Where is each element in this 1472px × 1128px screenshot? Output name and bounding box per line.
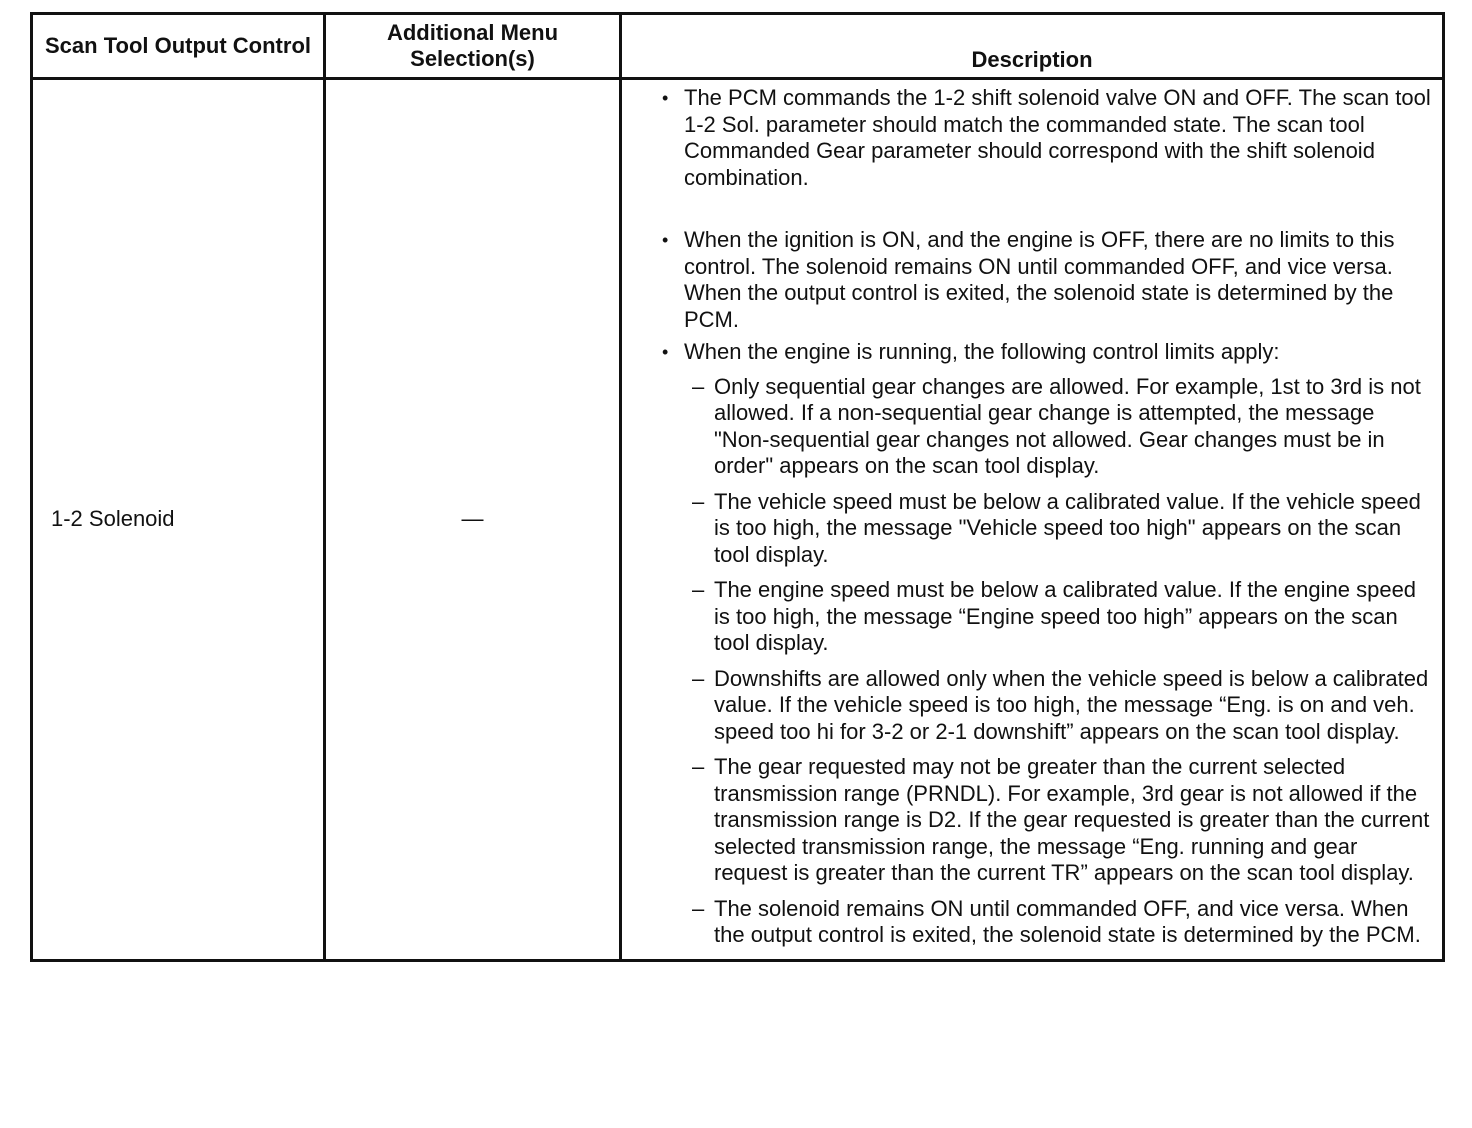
header-additional-menu-selections: Additional Menu Selection(s) [325, 14, 621, 79]
control-cell: 1-2 Solenoid [32, 79, 325, 961]
bullet-item [662, 227, 1434, 333]
dash-icon: – [692, 665, 705, 691]
limit-item [692, 374, 1434, 480]
bullet-text: When the engine is running, the following control limits apply: [684, 339, 1280, 364]
limit-text: Only sequential gear changes are allowed. For example, 1st to 3rd is not allowed. If a non-sequential gear change is attempted, the message "Non-sequential gear changes not allowed. Gear changes must be in order" appears on the scan tool display. [714, 373, 1421, 478]
table-header-row [32, 14, 1444, 79]
bullet-icon: • [662, 230, 669, 250]
dash-icon: – [692, 577, 705, 602]
header-description: Description [621, 14, 1444, 79]
limit-item [692, 577, 1434, 657]
description-bullets [662, 85, 1434, 949]
limit-item [692, 666, 1434, 746]
limit-text: The solenoid remains ON until commanded OFF, and vice versa. When the output control is exited, the solenoid state is determined by the PCM. [714, 895, 1421, 947]
dash-icon: – [692, 373, 705, 399]
limit-item [692, 754, 1434, 887]
bullet-icon: • [662, 342, 669, 362]
description-cell [621, 79, 1444, 961]
output-control-table [30, 12, 1445, 962]
table-row [32, 79, 1444, 961]
bullet-item [662, 85, 1434, 191]
limit-text: The vehicle speed must be below a calibrated value. If the vehicle speed is too high, the message "Vehicle speed too high" appears on the scan tool display. [714, 488, 1421, 567]
menu-selection-cell: — [325, 79, 621, 961]
limit-text: The engine speed must be below a calibrated value. If the engine speed is too high, the message “Engine speed too high” appears on the scan tool display. [714, 577, 1417, 655]
limit-text: Downshifts are allowed only when the vehicle speed is below a calibrated value. If the vehicle speed is too high, the message “Eng. is on and veh. speed too hi for 3-2 or 2-1 downshift” appears on the scan tool display. [714, 665, 1429, 744]
bullet-item [662, 339, 1434, 949]
limit-text: The gear requested may not be greater than the current selected transmission range (PRNDL). For example, 3rd gear is not allowed if the transmission range is D2. If the gear requested is greater than the current selected transmission range, the message “Eng. running and gear request is greater than the current TR” appears on the scan tool display. [714, 754, 1430, 885]
dash-icon: – [692, 488, 705, 514]
limit-item [692, 896, 1434, 949]
limit-item [692, 489, 1434, 569]
dash-icon: – [692, 895, 705, 921]
control-limits-list [684, 374, 1434, 949]
header-scan-tool-output-control: Scan Tool Output Control [32, 14, 325, 79]
bullet-icon: • [662, 88, 669, 108]
bullet-text: The PCM commands the 1-2 shift solenoid valve ON and OFF. The scan tool 1-2 Sol. parameter should match the commanded state. The scan tool Commanded Gear parameter should correspond with the shift solenoid combination. [684, 85, 1431, 190]
dash-icon: – [692, 754, 705, 779]
bullet-text: When the ignition is ON, and the engine is OFF, there are no limits to this control. The solenoid remains ON until commanded OFF, and vice versa. When the output control is exited, the solenoid state is determined by the PCM. [684, 227, 1395, 332]
